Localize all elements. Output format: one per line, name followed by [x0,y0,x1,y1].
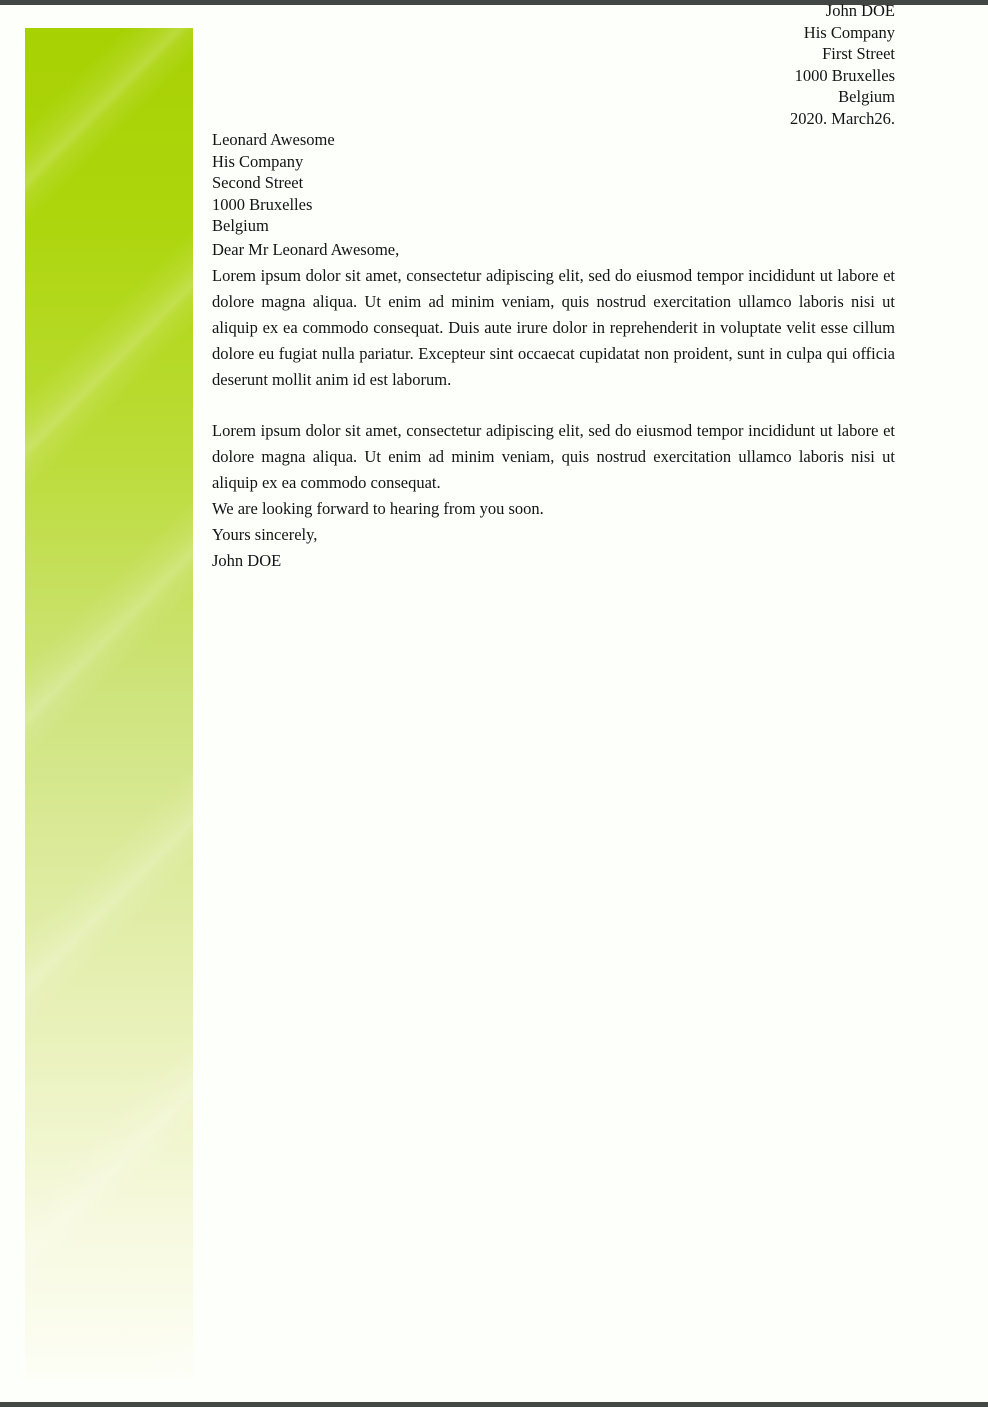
sender-country: Belgium [838,87,895,106]
body-paragraph-1: Lorem ipsum dolor sit amet, consectetur adipiscing elit, sed do eiusmod tempor incididunt ut labore et dolore magna aliqua. Ut enim ad minim veniam, quis nostrud exercitation ullamco laboris nisi ut aliquip ex ea commodo consequat. Duis aute irure dolor in reprehenderit in voluptate velit esse cillum dolore eu fugiat nulla pariatur. Excepteur sint occaecat cupidatat non proident, sunt in culpa qui officia deserunt mollit anim id est laborum. [212,265,895,389]
recipient-name: Leonard Awesome [212,130,335,149]
bottom-border [0,1402,988,1407]
valediction: Yours sincerely, [212,524,318,544]
sender-city: 1000 Bruxelles [794,65,895,85]
salutation: Dear Mr Leonard Awesome, [212,239,400,259]
recipient-city: 1000 Bruxelles [212,194,313,214]
sender-address [212,0,895,108]
signature: John DOE [212,550,282,570]
recipient-company: His Company [212,151,304,171]
sender-street: First Street [822,44,895,63]
letter-content [212,0,895,574]
recipient-address [212,129,895,237]
sender-name: John DOE [825,1,895,20]
body-paragraph-2: Lorem ipsum dolor sit amet, consectetur adipiscing elit, sed do eiusmod tempor incididunt ut labore et dolore magna aliqua. Ut enim ad minim veniam, quis nostrud exercitation ullamco laboris nisi ut aliquip ex ea commodo consequat. [212,420,895,492]
green-gradient-bar [25,28,193,1380]
closing-line: We are looking forward to hearing from you soon. [212,498,544,518]
letter-date: 2020. March26. [790,108,895,128]
recipient-country: Belgium [212,216,269,235]
sender-company: His Company [803,22,895,42]
recipient-street: Second Street [212,173,304,192]
